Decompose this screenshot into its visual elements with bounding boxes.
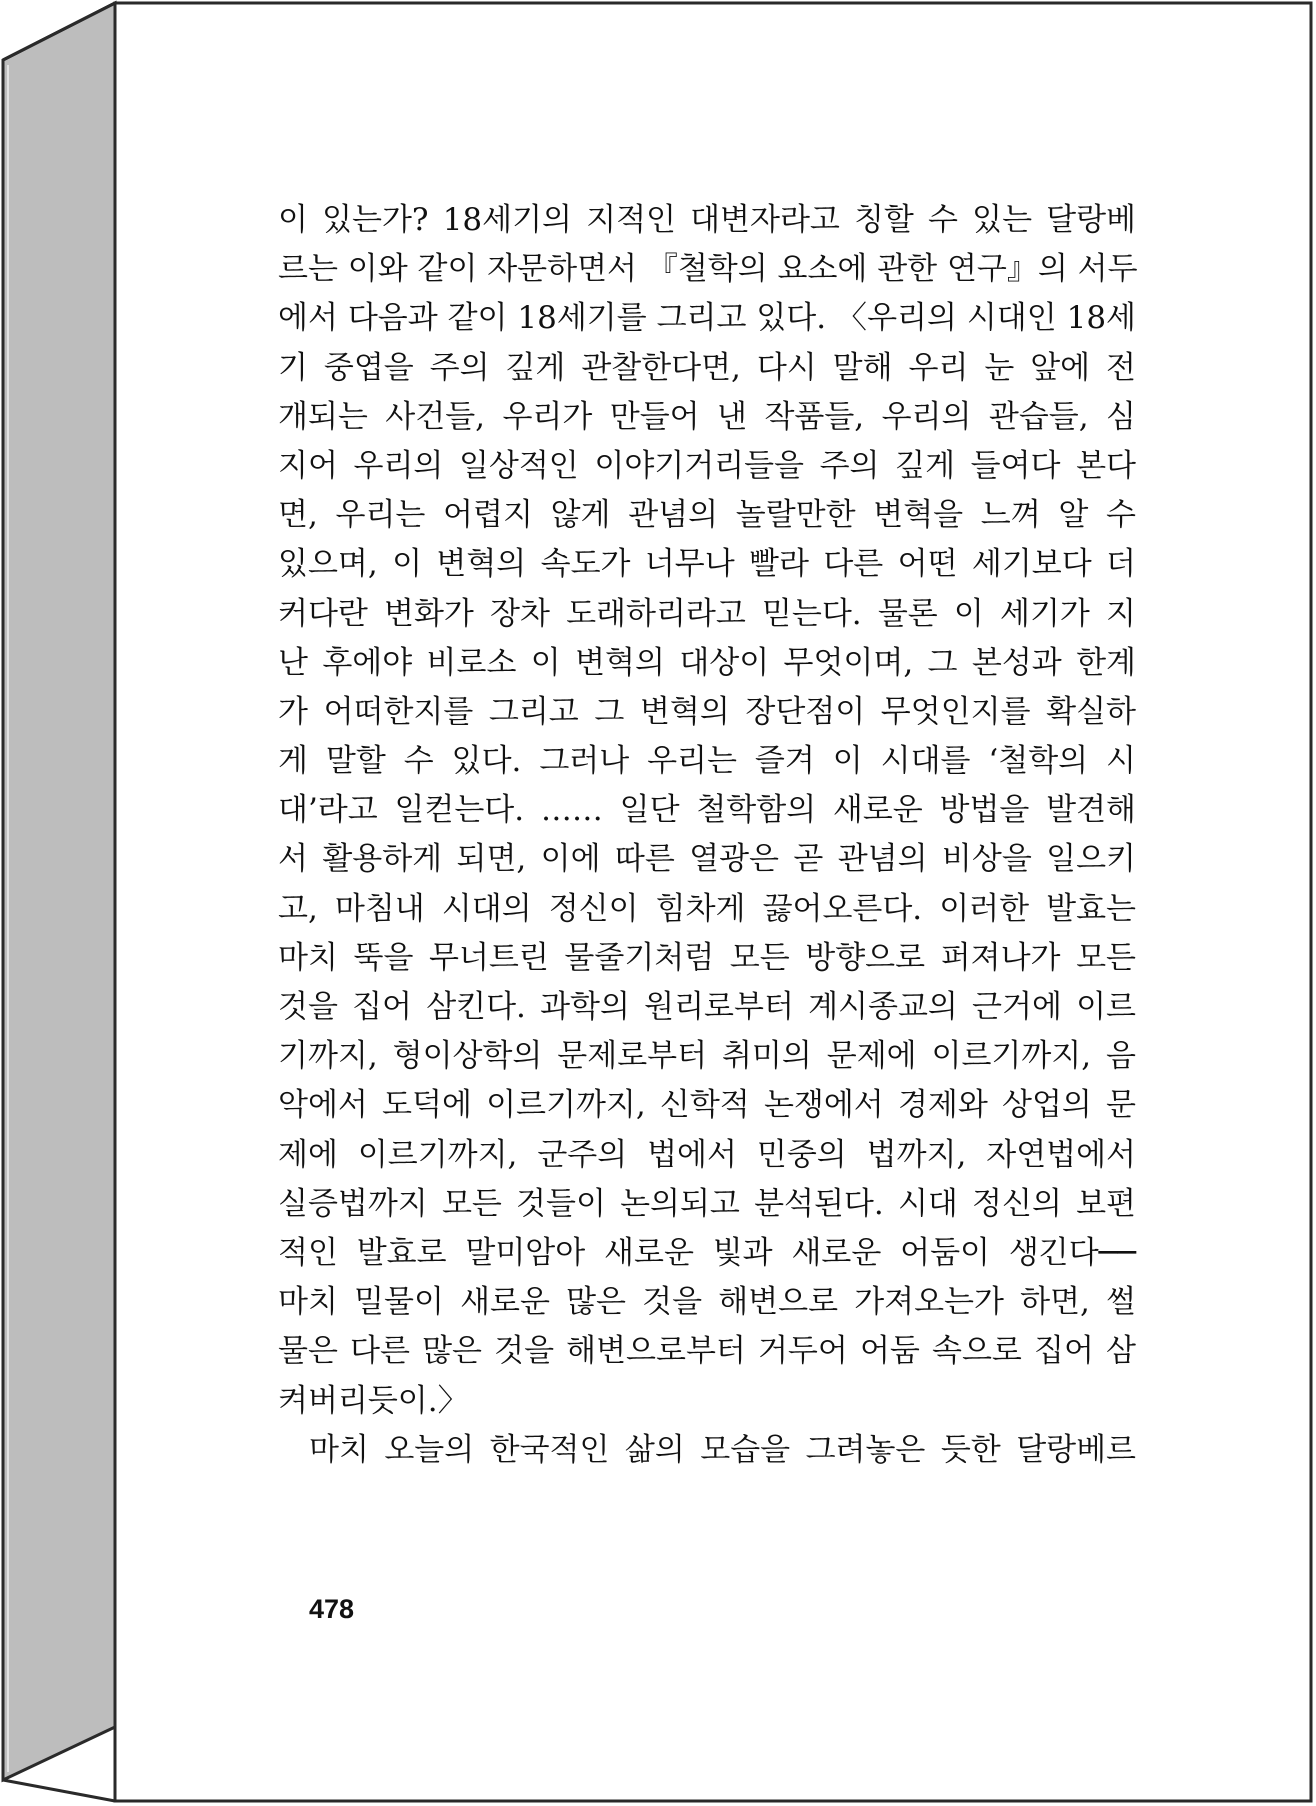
text-line: 것을 집어 삼킨다. 과학의 원리로부터 계시종교의 근거에 이르 <box>278 989 1136 1025</box>
page-body-text <box>278 196 1136 1475</box>
text-line: 제에 이르기까지, 군주의 법에서 민중의 법까지, 자연법에서 <box>278 1136 1136 1173</box>
text-line: 대’라고 일컫는다. …… 일단 철학함의 새로운 방법을 발견해 <box>278 792 1136 829</box>
text-line: 켜버리듯이.〉 <box>278 1382 469 1419</box>
book-spine-side <box>3 3 115 1780</box>
text-line: 물은 다른 많은 것을 해변으로부터 거두어 어둠 속으로 집어 삼 <box>278 1333 1136 1370</box>
text-line: 게 말할 수 있다. 그러나 우리는 즐겨 이 시대를 ‘철학의 시 <box>278 743 1136 780</box>
text-line: 르는 이와 같이 자문하면서 『철학의 요소에 관한 연구』의 서두 <box>278 251 1138 288</box>
text-line: 에서 다음과 같이 18세기를 그리고 있다. 〈우리의 시대인 18세 <box>278 300 1136 337</box>
text-line: 서 활용하게 되면, 이에 따른 열광은 곧 관념의 비상을 일으키 <box>278 841 1136 878</box>
text-line: 마치 밀물이 새로운 많은 것을 해변으로 가져오는가 하면, 썰 <box>278 1284 1136 1321</box>
text-line: 악에서 도덕에 이르기까지, 신학적 논쟁에서 경제와 상업의 문 <box>278 1087 1136 1124</box>
text-line: 있으며, 이 변혁의 속도가 너무나 빨라 다른 어떤 세기보다 더 <box>278 546 1136 583</box>
text-line: 적인 발효로 말미암아 새로운 빛과 새로운 어둠이 생긴다── <box>278 1234 1136 1271</box>
text-line: 고, 마침내 시대의 정신이 힘차게 끓어오른다. 이러한 발효는 <box>278 890 1136 927</box>
text-line: 개되는 사건들, 우리가 만들어 낸 작품들, 우리의 관습들, 심 <box>278 398 1136 435</box>
text-line: 이 있는가? 18세기의 지적인 대변자라고 칭할 수 있는 달랑베 <box>278 202 1136 238</box>
page-number: 478 <box>309 1594 355 1624</box>
text-line: 커다란 변화가 장차 도래하리라고 믿는다. 물론 이 세기가 지 <box>278 595 1136 632</box>
text-line: 기 중엽을 주의 깊게 관찰한다면, 다시 말해 우리 눈 앞에 전 <box>278 349 1136 386</box>
page-bottom-edge <box>3 1780 115 1801</box>
text-line: 마치 뚝을 무너트린 물줄기처럼 모든 방향으로 퍼져나가 모든 <box>278 939 1136 976</box>
text-line: 마치 오늘의 한국적인 삶의 모습을 그려놓은 듯한 달랑베르 <box>309 1431 1136 1468</box>
text-line: 난 후에야 비로소 이 변혁의 대상이 무엇이며, 그 본성과 한계 <box>278 644 1136 681</box>
text-line: 지어 우리의 일상적인 이야기거리들을 주의 깊게 들여다 본다 <box>278 447 1136 484</box>
text-line: 기까지, 형이상학의 문제로부터 취미의 문제에 이르기까지, 음 <box>278 1038 1136 1075</box>
text-line: 실증법까지 모든 것들이 논의되고 분석된다. 시대 정신의 보편 <box>278 1185 1136 1222</box>
text-line: 가 어떠한지를 그리고 그 변혁의 장단점이 무엇인지를 확실하 <box>278 693 1136 730</box>
text-line: 면, 우리는 어렵지 않게 관념의 놀랄만한 변혁을 느껴 알 수 <box>278 497 1136 534</box>
